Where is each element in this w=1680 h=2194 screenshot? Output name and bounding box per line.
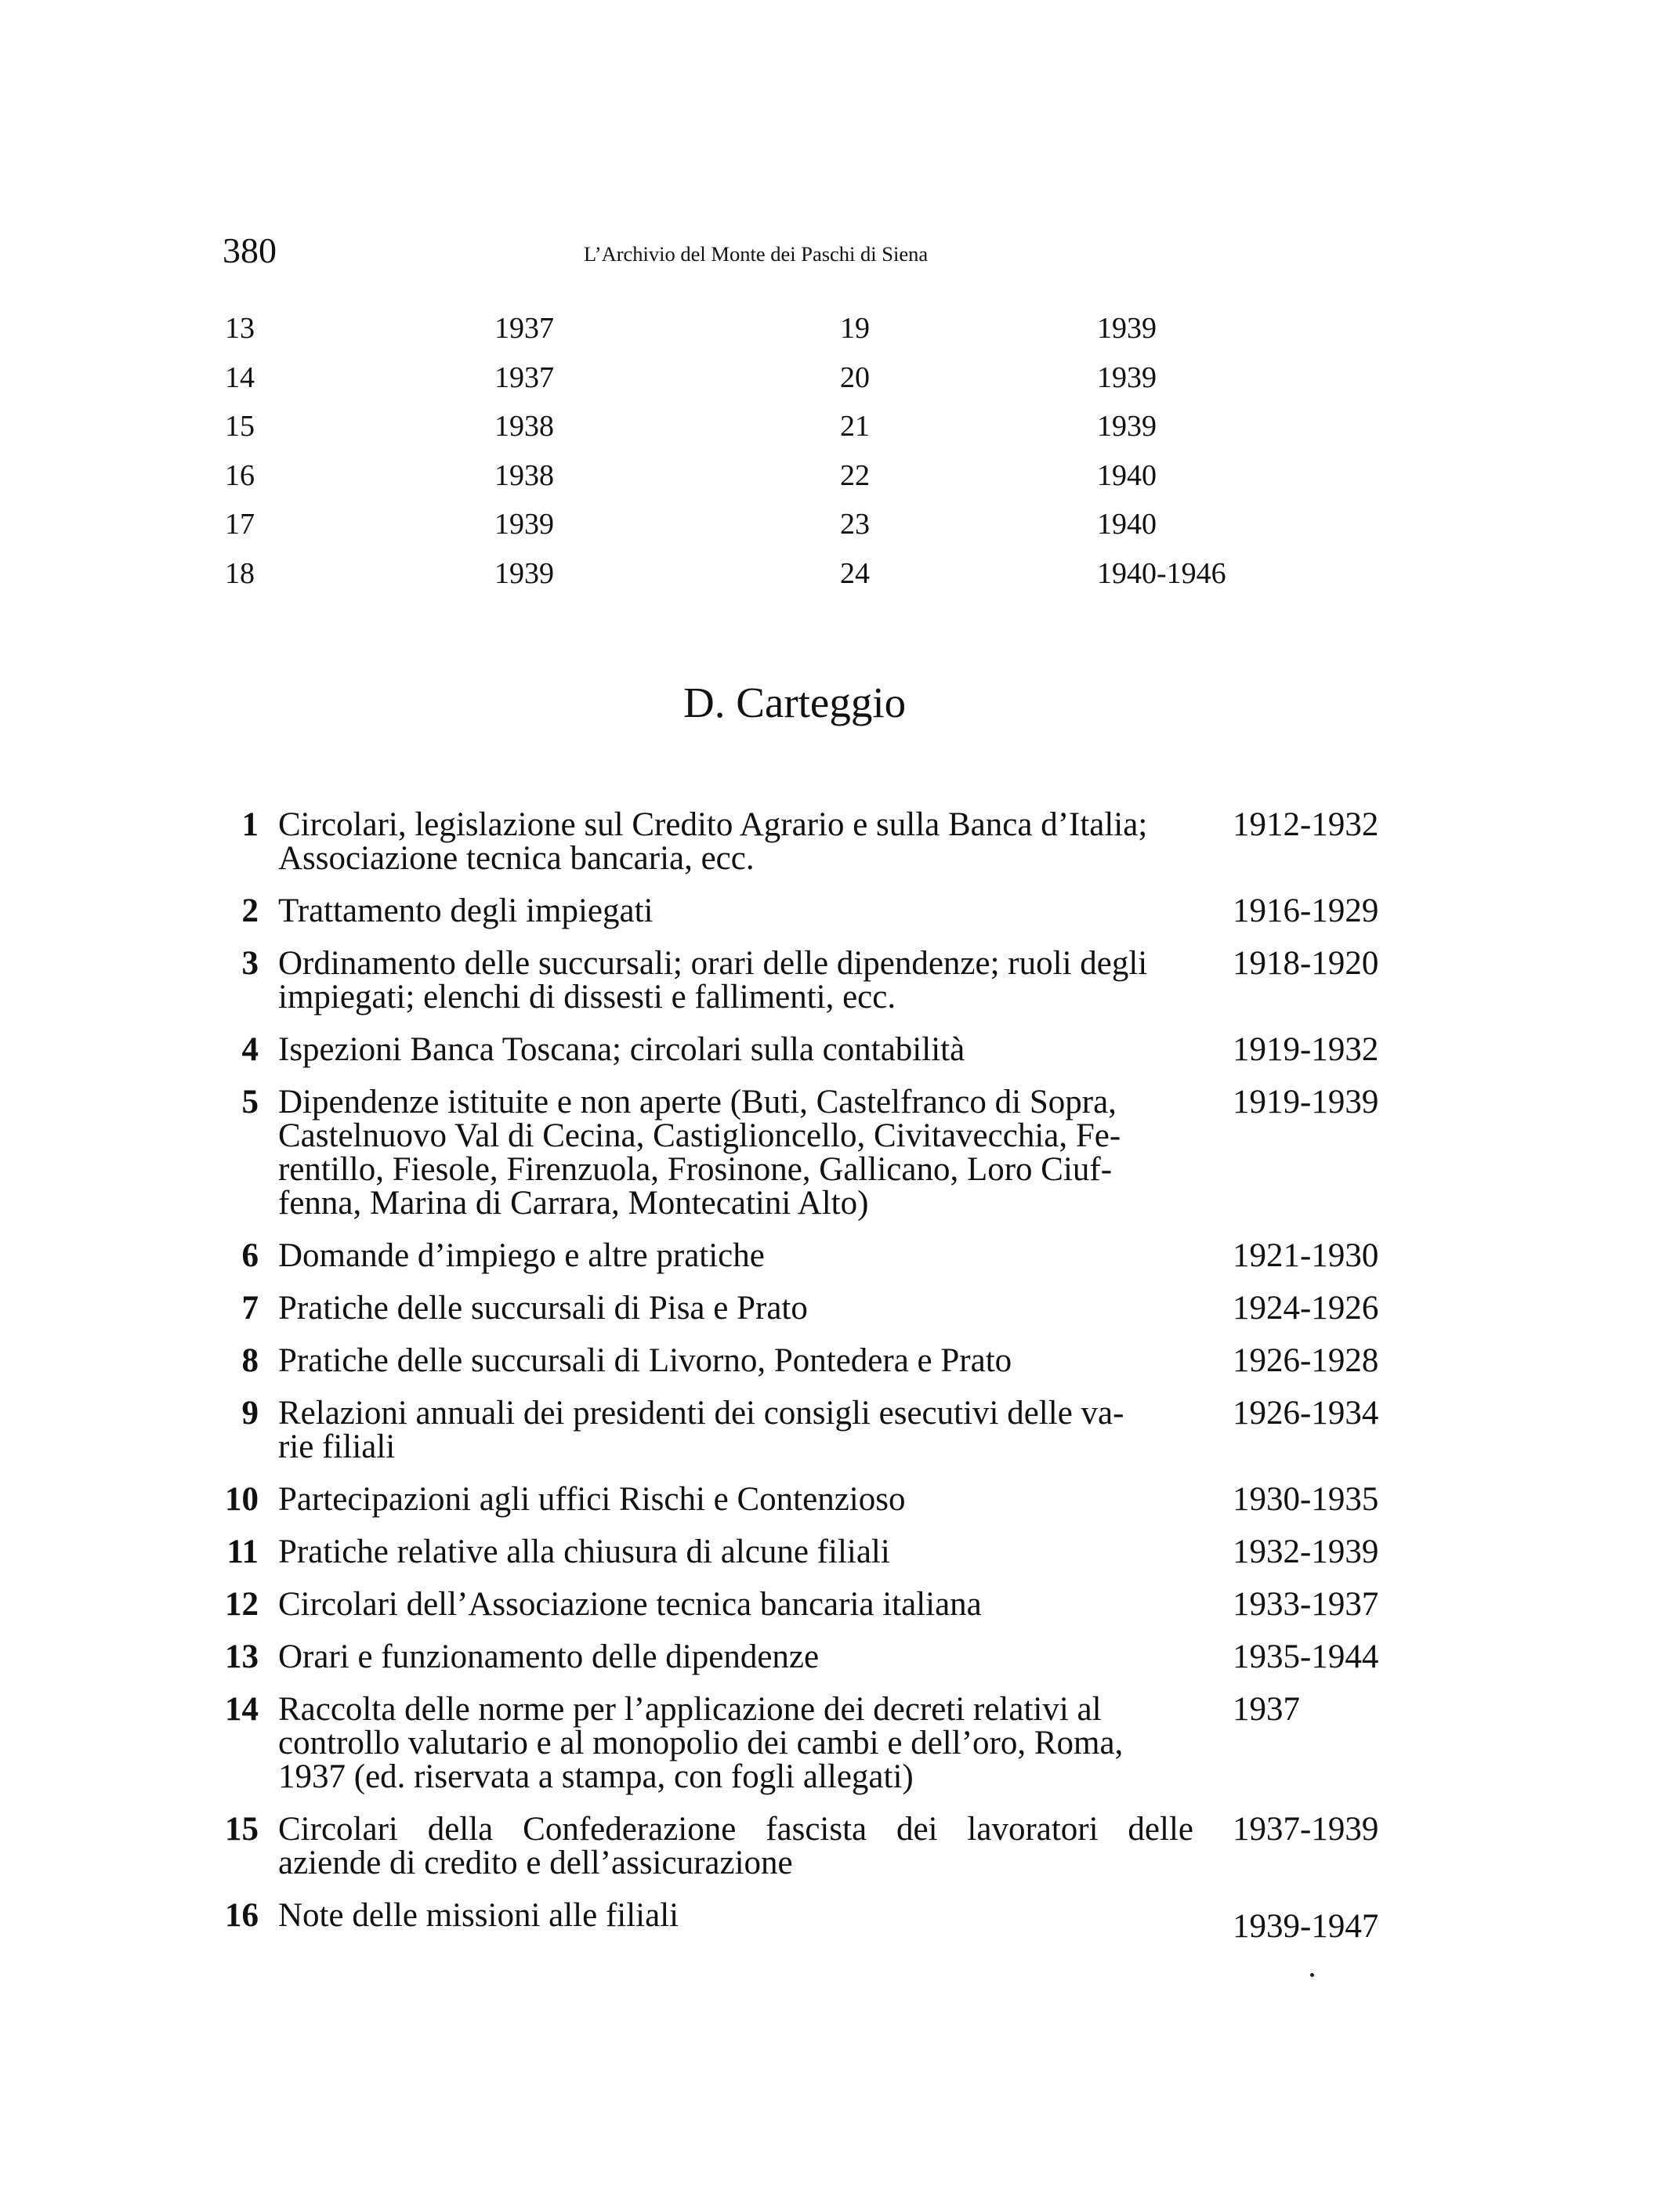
list-item (0, 1291, 1680, 1325)
item-year: 1938 (494, 458, 554, 492)
running-title: L’Archivio del Monte dei Paschi di Siena (584, 242, 929, 266)
item-description (278, 1239, 1193, 1273)
item-line: Dipendenze istituite e non aperte (Buti, Castelfranco di Sopra, (278, 1084, 1117, 1121)
item-description (278, 1483, 1193, 1516)
item-line: rie filiali (278, 1428, 396, 1465)
list-item (0, 1640, 1680, 1674)
item-number: 18 (225, 556, 255, 590)
list-item (0, 1897, 1680, 1945)
list-item (0, 1239, 1680, 1273)
item-number: 20 (840, 360, 870, 394)
item-line: fenna, Marina di Carrara, Montecatini Alto) (278, 1185, 869, 1222)
item-number: 13 (225, 1638, 259, 1675)
item-number: 7 (241, 1290, 259, 1327)
item-number: 9 (241, 1395, 259, 1432)
item-number: 10 (225, 1481, 259, 1518)
item-number: 15 (225, 1811, 259, 1848)
item-year: 1939 (494, 508, 554, 541)
item-line: Pratiche relative alla chiusura di alcune filiali (278, 1533, 890, 1570)
item-line: Pratiche delle succursali di Pisa e Prato (278, 1290, 808, 1327)
item-line: Raccolta delle norme per l’applicazione dei decreti relativi al (278, 1691, 1102, 1728)
item-date: 1926-1928 (1233, 1342, 1379, 1379)
table-row (0, 500, 1680, 549)
item-number: 22 (840, 458, 870, 492)
item-date: 1932-1939 (1233, 1533, 1379, 1570)
list-item (0, 1588, 1680, 1621)
item-date: 1937 (1233, 1691, 1300, 1728)
list-item (0, 894, 1680, 928)
item-description (278, 947, 1193, 1014)
item-year: 1939 (1097, 312, 1157, 345)
scan-speck (1310, 1973, 1314, 1977)
item-date: 1912-1932 (1233, 806, 1379, 843)
list-item (0, 1033, 1680, 1066)
item-year: 1937 (494, 312, 554, 345)
item-number: 2 (241, 892, 259, 929)
item-date: 1919-1932 (1233, 1031, 1379, 1068)
item-description (278, 1085, 1193, 1220)
item-line: rentillo, Fiesole, Firenzuola, Frosinone, Gallicano, Loro Ciuf- (278, 1151, 1113, 1188)
item-description (278, 1693, 1193, 1794)
item-line: 1937 (ed. riservata a stampa, con fogli allegati) (278, 1758, 914, 1795)
item-number: 23 (840, 508, 870, 541)
item-date: 1919-1939 (1233, 1084, 1379, 1121)
item-number: 8 (241, 1342, 259, 1379)
item-number: 12 (225, 1586, 259, 1623)
item-line: Relazioni annuali dei presidenti dei consigli esecutivi delle va- (278, 1395, 1124, 1432)
item-number: 4 (241, 1031, 259, 1068)
item-year: 1940 (1097, 458, 1157, 492)
item-description (278, 1899, 1193, 1932)
item-number: 21 (840, 410, 870, 443)
item-number: 14 (225, 360, 255, 394)
item-line: impiegati; elenchi di dissesti e fallimenti, ecc. (278, 979, 896, 1016)
table-row (0, 304, 1680, 353)
item-date: 1939-1947 (1233, 1908, 1379, 1945)
item-number: 14 (225, 1691, 259, 1728)
item-date: 1916-1929 (1233, 892, 1379, 929)
item-number: 16 (225, 458, 255, 492)
item-date: 1935-1944 (1233, 1638, 1379, 1675)
page-number: 380 (223, 230, 277, 270)
item-line: Ordinamento delle succursali; orari delle dipendenze; ruoli degli (278, 945, 1148, 982)
item-number: 5 (241, 1084, 259, 1121)
item-line: Domande d’impiego e altre pratiche (278, 1237, 765, 1274)
table-row (0, 353, 1680, 403)
table-row (0, 402, 1680, 451)
list-item (0, 1693, 1680, 1794)
item-description (278, 894, 1193, 928)
table-row (0, 549, 1680, 599)
carteggio-list (0, 808, 1680, 1951)
list-item (0, 1535, 1680, 1569)
item-date: 1926-1934 (1233, 1395, 1379, 1432)
item-number: 24 (840, 556, 870, 590)
item-description (278, 1588, 1193, 1621)
item-number: 3 (241, 945, 259, 982)
item-description (278, 1033, 1193, 1066)
list-item (0, 1085, 1680, 1220)
list-item (0, 1344, 1680, 1378)
item-line: Orari e funzionamento delle dipendenze (278, 1638, 820, 1675)
item-number: 6 (241, 1237, 259, 1274)
item-description (278, 1812, 1193, 1880)
item-line: Trattamento degli impiegati (278, 892, 654, 929)
item-number: 15 (225, 410, 255, 443)
item-year: 1940 (1097, 508, 1157, 541)
item-description (278, 1640, 1193, 1674)
item-year: 1939 (1097, 360, 1157, 394)
item-line: Associazione tecnica bancaria, ecc. (278, 840, 755, 877)
list-item (0, 1812, 1680, 1880)
item-year: 1938 (494, 410, 554, 443)
item-line: Circolari dell’Associazione tecnica bancaria italiana (278, 1586, 982, 1623)
item-date: 1918-1920 (1233, 945, 1379, 982)
item-date: 1933-1937 (1233, 1586, 1379, 1623)
item-number: 19 (840, 312, 870, 345)
item-description (278, 1396, 1193, 1464)
item-number: 1 (241, 806, 259, 843)
item-line: Note delle missioni alle filiali (278, 1897, 679, 1934)
item-number: 16 (225, 1897, 259, 1934)
list-item (0, 808, 1680, 875)
item-description (278, 1535, 1193, 1569)
item-line: aziende di credito e dell’assicurazione (278, 1845, 793, 1881)
item-year: 1939 (494, 556, 554, 590)
table-row (0, 451, 1680, 501)
item-year: 1937 (494, 360, 554, 394)
item-description (278, 1291, 1193, 1325)
item-line: Ispezioni Banca Toscana; circolari sulla contabilità (278, 1031, 965, 1068)
item-line: controllo valutario e al monopolio dei cambi e dell’oro, Roma, (278, 1725, 1124, 1761)
item-line: Circolari, legislazione sul Credito Agrario e sulla Banca d’Italia; (278, 806, 1148, 843)
item-date: 1930-1935 (1233, 1481, 1379, 1518)
item-number: 13 (225, 312, 255, 345)
item-description (278, 1344, 1193, 1378)
item-year: 1939 (1097, 410, 1157, 443)
list-item (0, 1483, 1680, 1516)
item-date: 1921-1930 (1233, 1237, 1379, 1274)
item-date: 1924-1926 (1233, 1290, 1379, 1327)
item-description (278, 808, 1193, 875)
item-line: Castelnuovo Val di Cecina, Castiglioncello, Civitavecchia, Fe- (278, 1117, 1121, 1154)
item-year: 1940-1946 (1097, 556, 1226, 590)
item-number: 11 (226, 1533, 259, 1570)
item-number: 17 (225, 508, 255, 541)
continuation-table (0, 304, 1680, 598)
item-line: Circolari della Confederazione fascista dei lavoratori delle (278, 1811, 1193, 1848)
list-item (0, 947, 1680, 1014)
item-date: 1937-1939 (1233, 1811, 1379, 1848)
list-item (0, 1396, 1680, 1464)
section-title: D. Carteggio (683, 679, 907, 726)
item-line: Partecipazioni agli uffici Rischi e Contenzioso (278, 1481, 906, 1518)
item-line: Pratiche delle succursali di Livorno, Pontedera e Prato (278, 1342, 1012, 1379)
